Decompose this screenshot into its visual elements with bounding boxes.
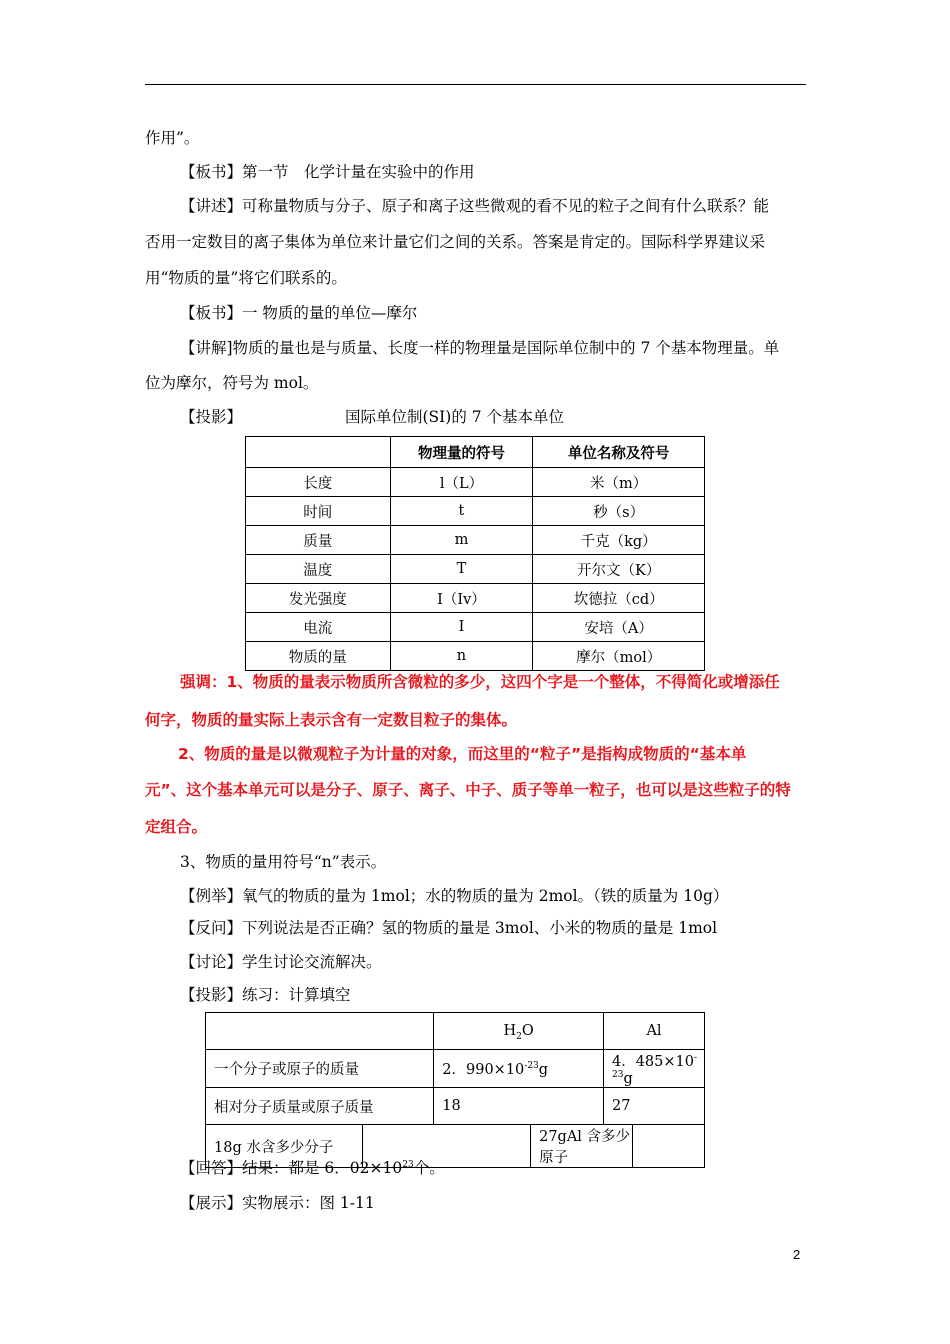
question-water: 18g 水含多少分子	[206, 1125, 363, 1168]
cell-unit: 千克（kg）	[533, 526, 705, 555]
text-line: 【板书】一 物质的量的单位—摩尔	[180, 304, 418, 322]
cell-h2o-mass: 2．$990\times 10^{-23}g$	[434, 1050, 604, 1088]
page-number: 2	[793, 1247, 801, 1262]
emphasis-line: 定组合。	[145, 818, 208, 836]
text-line: 3、物质的量用符号“n”表示。	[180, 853, 387, 871]
text-line: 【反问】下列说法是否正确？氢的物质的量是 3mol、小米的物质的量是 1mol	[180, 919, 718, 937]
text-line: 否用一定数目的离子集体为单位来计量它们之间的关系。答案是肯定的。国际科学界建议采	[145, 233, 766, 251]
text-line: 【投影】	[180, 408, 243, 426]
cell-symbol: l（L）	[390, 468, 533, 497]
cell-symbol: n	[390, 642, 533, 671]
table-caption: 国际单位制(SI)的 7 个基本单位	[345, 408, 565, 426]
cell-quantity: 物质的量	[246, 642, 391, 671]
header-al: Al	[603, 1013, 704, 1050]
question-al: 27gAl 含多少原子	[531, 1125, 633, 1168]
emphasis-line: 何字，物质的量实际上表示含有一定数目粒子的集体。	[145, 711, 518, 729]
cell-quantity: 温度	[246, 555, 391, 584]
text-line: 作用”。	[145, 129, 200, 147]
cell-al-mass: 4．$485\times 10^{-23}g$	[603, 1050, 704, 1088]
cell-unit: 安培（A）	[533, 613, 705, 642]
cell-quantity: 长度	[246, 468, 391, 497]
header-h2o: $H_2O$	[434, 1013, 604, 1050]
cell-symbol: I	[390, 613, 533, 642]
text-line: 【讲解]物质的量也是与质量、长度一样的物理量是国际单位制中的 7 个基本物理量。单	[180, 339, 780, 357]
cell-h2o-relative: 18	[434, 1088, 604, 1125]
text-line: 【投影】练习：计算填空	[180, 986, 351, 1004]
si-units-table	[245, 436, 705, 671]
cell-symbol: I（Iv）	[390, 584, 533, 613]
table-row	[246, 555, 705, 584]
cell-symbol: t	[390, 497, 533, 526]
row-label: 相对分子质量或原子质量	[206, 1088, 434, 1125]
header-rule	[145, 84, 806, 85]
text-line: 【板书】第一节 化学计量在实验中的作用	[180, 163, 475, 181]
cell-unit: 摩尔（mol）	[533, 642, 705, 671]
emphasis-line: 2、物质的量是以微观粒子为计量的对象，而这里的“粒子”是指构成物质的“基本单	[178, 745, 747, 763]
text-line: 【讲述】可称量物质与分子、原子和离子这些微观的看不见的粒子之间有什么联系？能	[180, 197, 770, 215]
text-line: 【讨论】学生讨论交流解决。	[180, 953, 382, 971]
emphasis-line: 强调：1、物质的量表示物质所含微粒的多少，这四个字是一个整体，不得简化或增添任	[180, 673, 780, 691]
cell-al-relative: 27	[603, 1088, 704, 1125]
text-line: 用“物质的量”将它们联系的。	[145, 269, 347, 287]
cell-empty	[206, 1013, 434, 1050]
table-row	[246, 468, 705, 497]
text-line: 【例举】氧气的物质的量为 1mol；水的物质的量为 2mol。（铁的质量为 10g）	[180, 887, 729, 905]
table-header	[246, 437, 391, 468]
cell-symbol: m	[390, 526, 533, 555]
table-row	[246, 584, 705, 613]
answer-blank	[632, 1125, 704, 1168]
table-header: 单位名称及符号	[533, 437, 705, 468]
table-row	[206, 1088, 705, 1125]
answer-line: 【回答】结果：都是 6．$02\times 10^{23}$个。	[180, 1159, 445, 1177]
cell-quantity: 质量	[246, 526, 391, 555]
text-line: 【展示】实物展示：图 1-11	[180, 1194, 375, 1212]
table-row	[246, 497, 705, 526]
practice-table	[205, 1012, 705, 1168]
table-row	[246, 642, 705, 671]
row-label: 一个分子或原子的质量	[206, 1050, 434, 1088]
table-row	[206, 1013, 705, 1050]
cell-quantity: 时间	[246, 497, 391, 526]
cell-symbol: T	[390, 555, 533, 584]
table-header: 物理量的符号	[390, 437, 533, 468]
table-row	[246, 613, 705, 642]
table-row	[206, 1050, 705, 1088]
cell-unit: 秒（s）	[533, 497, 705, 526]
cell-quantity: 发光强度	[246, 584, 391, 613]
text-line: 位为摩尔，符号为 mol。	[145, 374, 319, 392]
table-row	[246, 526, 705, 555]
cell-quantity: 电流	[246, 613, 391, 642]
emphasis-line: 元”、这个基本单元可以是分子、原子、离子、中子、质子等单一粒子，也可以是这些粒子的特	[145, 781, 791, 799]
cell-unit: 开尔文（K）	[533, 555, 705, 584]
cell-unit: 米（m）	[533, 468, 705, 497]
cell-unit: 坎德拉（cd）	[533, 584, 705, 613]
